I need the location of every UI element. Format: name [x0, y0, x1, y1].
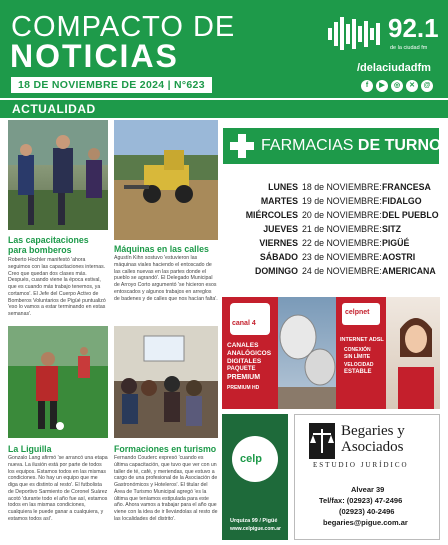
- farmacia-row: MARTES 19 de NOVIEMBRE: FIDALGO: [260, 196, 422, 206]
- begaries-address: Alvear 39: [351, 485, 385, 494]
- news-title-1: Las capacitaciones para bomberos: [8, 235, 89, 256]
- celpnet-line2: CONEXIÓN: [344, 347, 371, 353]
- pharmacy-cross-icon: [230, 134, 254, 158]
- news-body-3: Gonzalo Lang afirmó 'se arrancó una etapa nueva. La ilusión está por parte de todos los equipos. Estamos todos en las mismas condiciones. No hay un equipo que me diga que es distinto al resto'. El futbolista de Deportivo Sarmiento de Coronel Suárez acotó 'durante todo el año fue así, estamos todos en las mismas condiciones, cualquiera le puede ganar a cualquiera, y estamos todos así'.: [8, 455, 108, 522]
- social-handle: /delaciudadfm: [357, 62, 431, 74]
- football-photo: [8, 326, 108, 438]
- farmacias-list: [223, 168, 439, 289]
- begaries-email[interactable]: begaries@pigue.com.ar: [323, 518, 408, 527]
- twitter-icon[interactable]: ✕: [406, 80, 418, 92]
- celpnet-line3: SIN LÍMITE: [344, 354, 371, 360]
- news-title-4: Formaciones en turismo: [114, 444, 217, 454]
- radio-name: de la ciudad fm: [390, 45, 428, 51]
- firefighters-photo: [8, 120, 108, 230]
- celp-address: Urquiza 99 / Pigüé: [230, 518, 278, 524]
- canal4-ad[interactable]: [222, 297, 278, 409]
- canal4-line4: PAQUETE: [227, 366, 256, 372]
- farmacia-row: DOMINGO 24 de NOVIEMBRE: AMERICANA: [254, 266, 436, 276]
- celp-logo: celp: [240, 453, 263, 465]
- workshop-photo: [114, 326, 218, 438]
- scales-icon: [309, 423, 335, 459]
- radio-frequency: 92.1: [388, 13, 439, 43]
- youtube-icon[interactable]: ▶: [376, 80, 388, 92]
- section-title: ACTUALIDAD: [12, 102, 96, 116]
- celp-web[interactable]: www.celpigue.com.ar: [230, 526, 281, 532]
- canal4-line1: CANALES: [227, 342, 259, 349]
- title-line-1: COMPACTO DE: [11, 11, 236, 43]
- title-line-2: NOTICIAS: [10, 38, 179, 74]
- begaries-name-2: Asociados: [341, 439, 404, 455]
- canal4-line2: ANALÓGICOS: [227, 350, 272, 357]
- farmacia-row: JUEVES 21 de NOVIEMBRE: SITZ: [263, 224, 402, 234]
- section-bar: [0, 100, 448, 118]
- celpnet-ad[interactable]: [336, 297, 386, 409]
- canal4-logo: canal 4: [232, 320, 256, 327]
- begaries-phone-2: (02923) 40-2496: [339, 507, 395, 516]
- begaries-sub: ESTUDIO JURÍDICO: [313, 461, 409, 469]
- news-title-3: La Liguilla: [8, 444, 52, 454]
- celpnet-line1: INTERNET ADSL: [340, 337, 384, 343]
- celpnet-line5: ESTABLE: [344, 369, 372, 375]
- canal4-line6: PREMIUM HD: [227, 385, 260, 391]
- news-body-4: Fernando Couderc expresó 'cuando es última capacitación, que tuvo que ver con un taller de té, café, y meriendas, que estuvo a cargo de una profesional de la Asociación de Gastronómicos y Hoteleros'. El titular del Área de Turismo Municipal agregó 'es la última que teníamos estipulada para este año. Ahora vamos a trabajar para el año que viene con la idea de ir llevándolas al resto de las localidades del distrito'.: [114, 455, 218, 522]
- celpnet-line4: VELOCIDAD: [344, 362, 374, 368]
- news-title-2: Máquinas en las calles: [114, 244, 209, 254]
- farmacia-row: MIÉRCOLES 20 de NOVIEMBRE: DEL PUEBLO: [245, 210, 439, 220]
- header-banner: [0, 0, 448, 98]
- begaries-name-1: Begaries y: [341, 423, 405, 439]
- begaries-phone-1: Tel/fax: (02923) 47-2496: [319, 496, 403, 505]
- threads-icon[interactable]: @: [421, 80, 433, 92]
- farmacias-title: FARMACIAS DE TURNO: [261, 137, 442, 154]
- facebook-icon[interactable]: f: [361, 80, 373, 92]
- canal4-line3: DIGITALES: [227, 358, 262, 365]
- road-machine-photo: [114, 120, 218, 240]
- begaries-ad[interactable]: [294, 414, 440, 540]
- celp-ad[interactable]: [222, 414, 288, 540]
- news-body-1: Roberto Hochler manifestó 'ahora seguimos con las capacitaciones internas. Creo que quedan dos clases más. Después, cuando viene la época estival, que es cuando más trabajo tenemos, ya cortamos'. El Jefe del Cuerpo Activo de Bomberos Voluntarios de Pigüé puntualizó 'eso lo vamos a estar terminando en estas semanas'.: [8, 257, 106, 317]
- farmacia-row: SÁBADO 23 de NOVIEMBRE: AOSTRI: [259, 252, 416, 262]
- news-body-2: Agustín Kihn sostuvo 'estuvieron las máquinas viales haciendo el entoscado de las calles nuevas en las partes donde el pueblo se agrandó'. El Delegado Municipal de Arroyo Corto argumentó 'se hicieron esos entoscados y algunos trabajos en arreglos de badenes y de calles que nos hacían falta'.: [114, 255, 218, 302]
- woman-phone-image: [386, 297, 440, 409]
- canal4-logo-icon: [230, 303, 270, 335]
- farmacia-row: LUNES 18 de NOVIEMBRE: FRANCESA: [268, 182, 431, 192]
- satellite-dish-image: [278, 297, 336, 409]
- issue-date: 18 DE NOVIEMBRE DE 2024 | N°623: [11, 77, 212, 93]
- farmacia-row: VIERNES 22 de NOVIEMBRE: PIGÜÉ: [259, 238, 410, 248]
- instagram-icon[interactable]: ◎: [391, 80, 403, 92]
- celpnet-logo: celpnet: [345, 309, 370, 316]
- canal4-line5: PREMIUM: [227, 374, 261, 381]
- farmacias-header: [223, 128, 442, 164]
